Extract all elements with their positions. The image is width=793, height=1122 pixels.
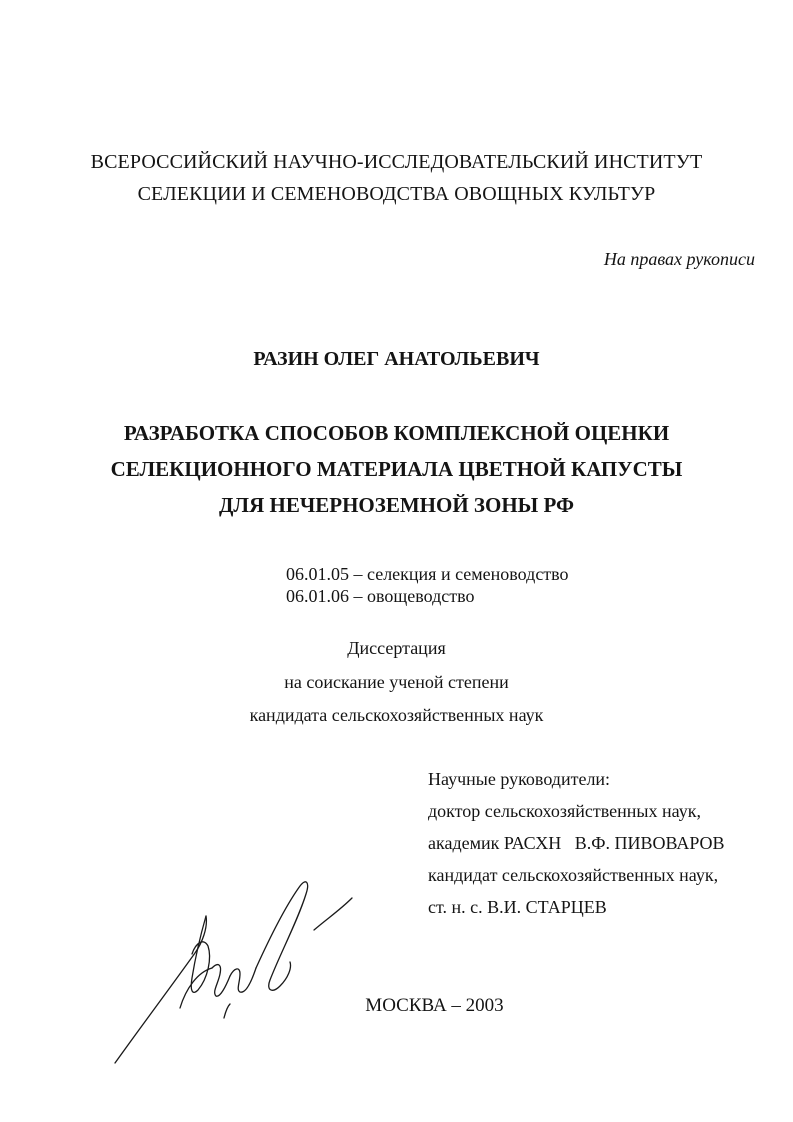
dissertation-title-line-1: РАЗРАБОТКА СПОСОБОВ КОМПЛЕКСНОЙ ОЦЕНКИ: [123, 421, 670, 445]
institute-name-line-1: ВСЕРОССИЙСКИЙ НАУЧНО-ИССЛЕДОВАТЕЛЬСКИЙ ИНСТИТУТ: [90, 151, 703, 173]
degree-line-2: на соискание ученой степени: [284, 672, 509, 692]
city-year: МОСКВА – 2003: [365, 995, 504, 1016]
institute-name-line-2: СЕЛЕКЦИИ И СЕМЕНОВОДСТВА ОВОЩНЫХ КУЛЬТУР: [137, 183, 656, 205]
author-name: РАЗИН ОЛЕГ АНАТОЛЬЕВИЧ: [253, 348, 540, 370]
degree-line-3: кандидата сельскохозяйственных наук: [249, 705, 544, 725]
supervisor-2-degree: кандидат сельскохозяйственных наук,: [428, 865, 719, 885]
degree-line-1: Диссертация: [347, 638, 446, 658]
manuscript-note: На правах рукописи: [603, 249, 755, 269]
specialty-1: 06.01.05 – селекция и семеноводство: [286, 564, 569, 584]
supervisor-2-name: ст. н. с. В.И. СТАРЦЕВ: [428, 897, 607, 917]
dissertation-title-line-2: СЕЛЕКЦИОННОГО МАТЕРИАЛА ЦВЕТНОЙ КАПУСТЫ: [110, 457, 683, 481]
dissertation-title-line-3: ДЛЯ НЕЧЕРНОЗЕМНОЙ ЗОНЫ РФ: [218, 493, 575, 517]
specialty-2: 06.01.06 – овощеводство: [286, 586, 475, 606]
supervisors-heading: Научные руководители:: [428, 769, 611, 789]
author-signature: [100, 868, 370, 1078]
supervisor-1-name: академик РАСХН В.Ф. ПИВОВАРОВ: [428, 833, 725, 853]
supervisor-1-degree: доктор сельскохозяйственных наук,: [428, 801, 701, 821]
